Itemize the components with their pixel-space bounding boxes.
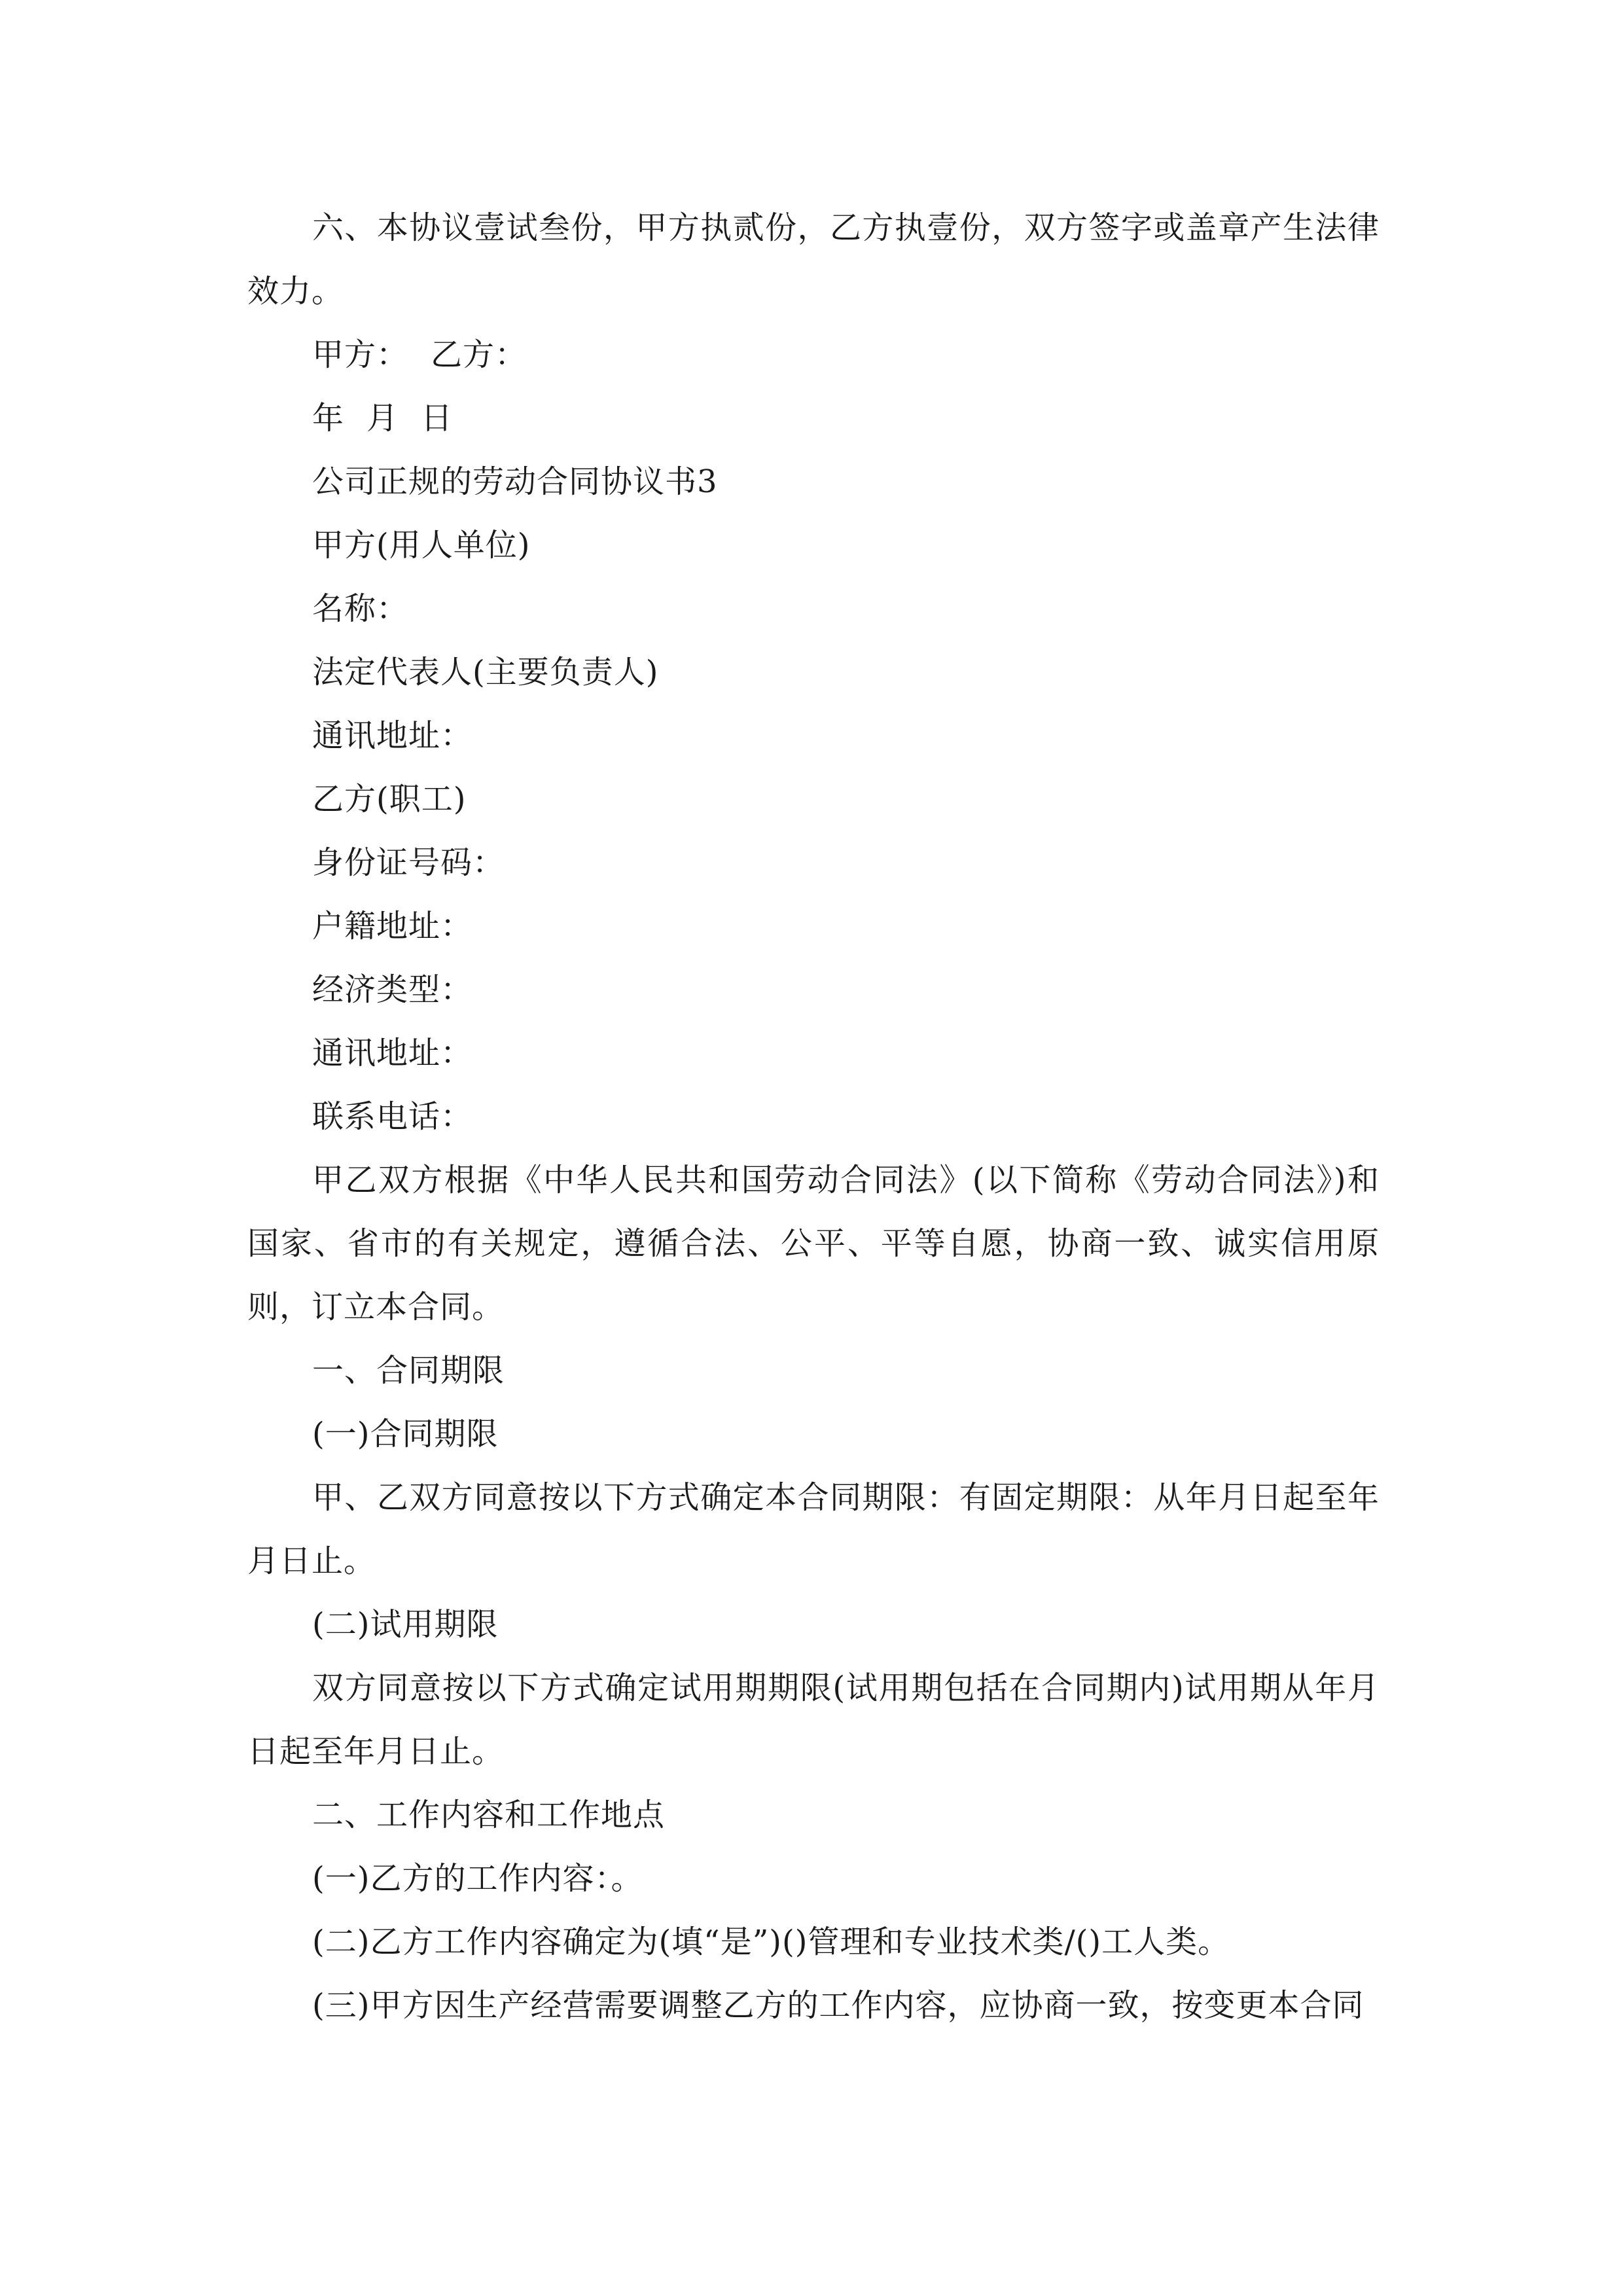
party-a-representative-field: 法定代表人(主要负责人) — [312, 654, 659, 691]
work-content-item-two: (二)乙方工作内容确定为(填“是”)()管理和专业技术类/()工人类。 — [312, 1924, 1230, 1960]
section-one-heading: 一、合同期限 — [312, 1352, 505, 1389]
party-b-heading: 乙方(职工) — [312, 781, 467, 817]
party-b-phone-field: 联系电话： — [312, 1098, 473, 1135]
party-b-household-field: 户籍地址： — [312, 908, 473, 944]
section-two-heading: 二、工作内容和工作地点 — [312, 1797, 666, 1833]
date-line — [247, 387, 1380, 450]
document-title: 公司正规的劳动合同协议书3 — [312, 463, 718, 500]
party-b-economy-type-field: 经济类型： — [312, 971, 473, 1008]
clause-six-paragraph: 六、本协议壹试叁份，甲方执贰份，乙方执壹份，双方签字或盖章产生法律效力。 — [247, 209, 1380, 310]
date-month: 月 — [366, 400, 399, 437]
party-a-name-field: 名称： — [312, 590, 409, 627]
probation-paragraph: 双方同意按以下方式确定试用期期限(试用期包括在合同期内)试用期从年月日起至年月日止。 — [247, 1670, 1380, 1770]
subsection-contract-term: (一)合同期限 — [312, 1416, 499, 1452]
work-content-item-one: (一)乙方的工作内容：。 — [312, 1860, 643, 1897]
work-content-item-three: (三)甲方因生产经营需要调整乙方的工作内容，应协商一致，按变更本合同 — [312, 1987, 1364, 2024]
date-day: 日 — [421, 400, 454, 437]
party-a-heading: 甲方(用人单位) — [312, 527, 531, 564]
party-b-id-field: 身份证号码： — [312, 844, 505, 881]
subsection-probation: (二)试用期限 — [312, 1606, 499, 1643]
signature-line — [247, 323, 1380, 387]
party-a-label: 甲方： — [312, 336, 409, 373]
date-year: 年 — [312, 400, 345, 437]
contract-term-paragraph: 甲、乙双方同意按以下方式确定本合同期限：有固定期限：从年月日起至年月日止。 — [247, 1479, 1380, 1579]
party-a-address-field: 通讯地址： — [312, 717, 473, 754]
preamble-paragraph: 甲乙双方根据《中华人民共和国劳动合同法》(以下简称《劳动合同法》)和国家、省市的有关规定，遵循合法、公平、平等自愿，协商一致、诚实信用原则，订立本合同。 — [247, 1162, 1380, 1325]
document-body — [247, 196, 1380, 2037]
party-b-label: 乙方： — [431, 336, 527, 373]
party-b-address-field: 通讯地址： — [312, 1035, 473, 1071]
